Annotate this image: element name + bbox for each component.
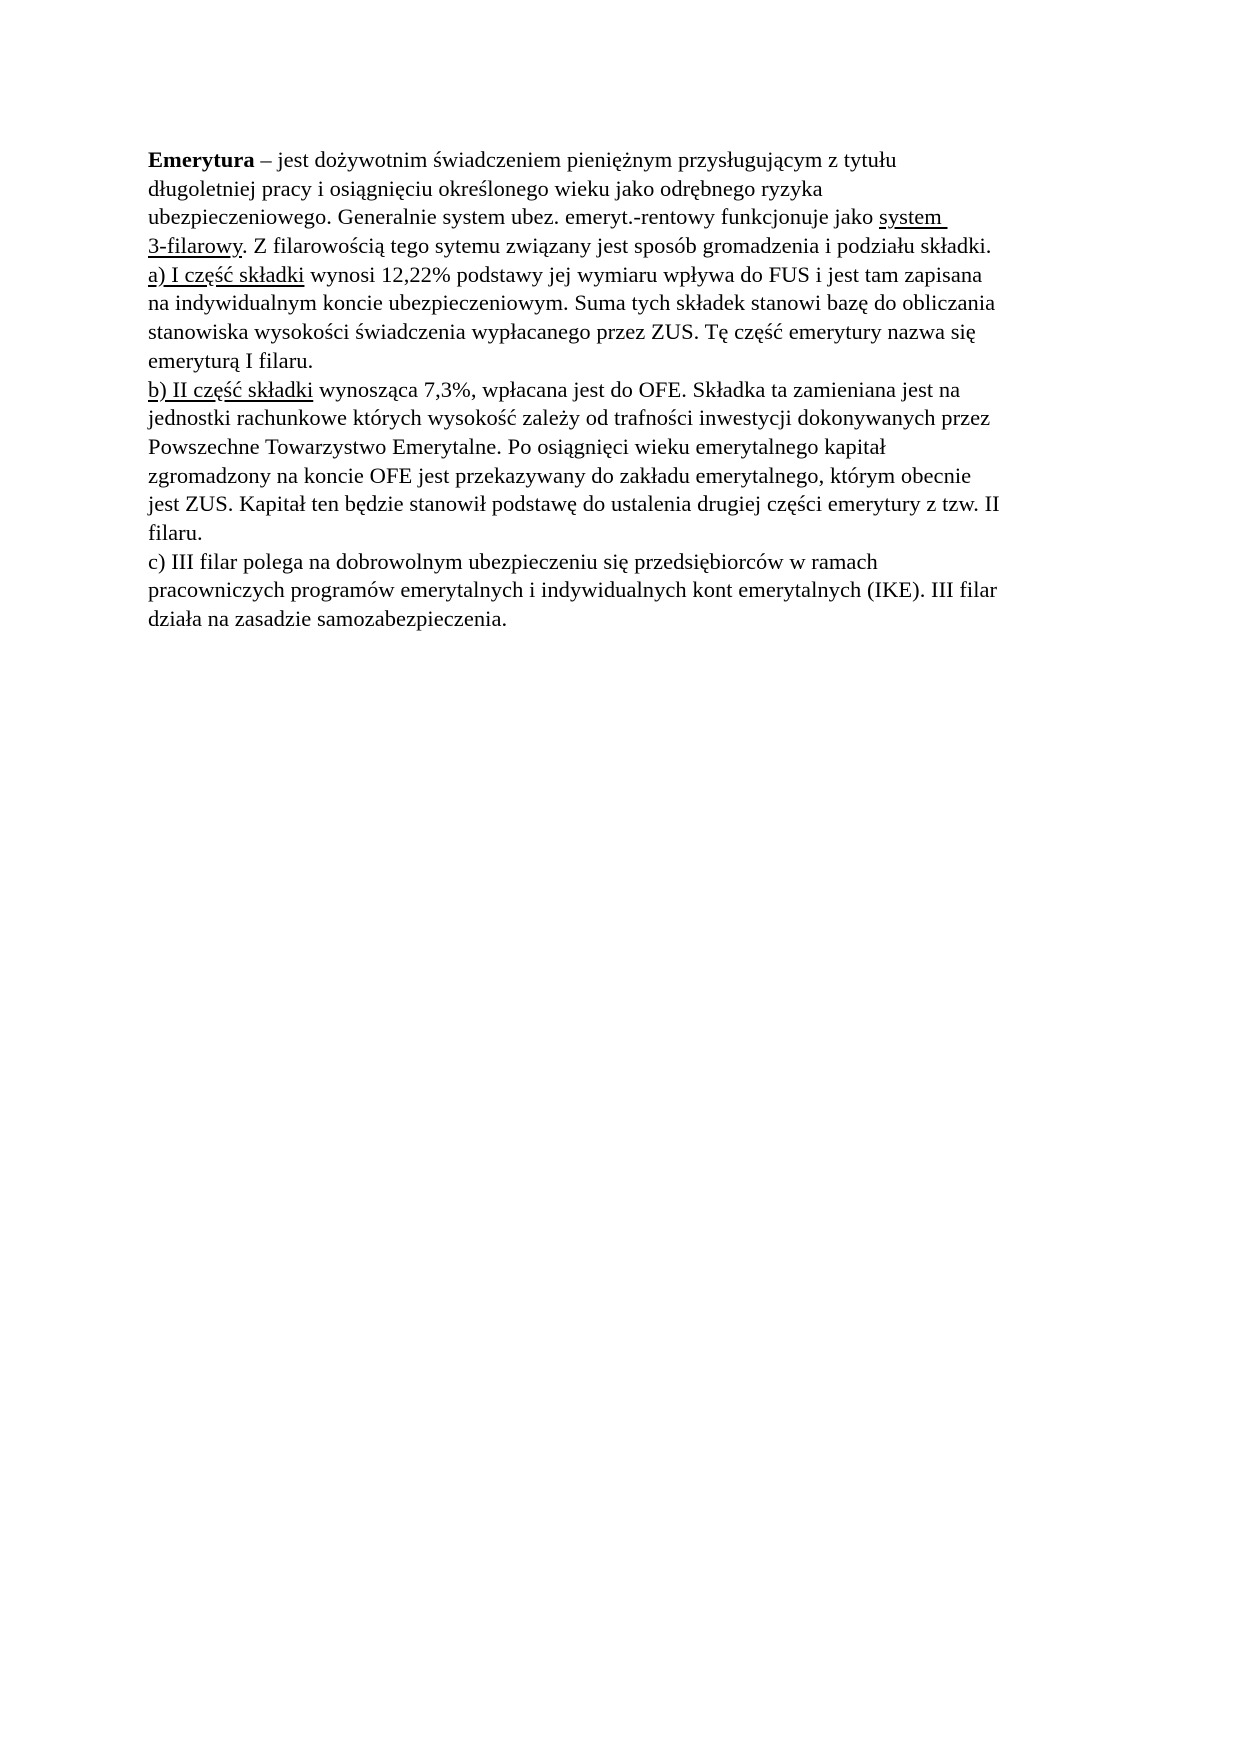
text-line [148, 548, 1098, 577]
text-line [148, 203, 1098, 232]
text-line [148, 175, 1098, 204]
text-segment: – jest dożywotnim świadczeniem pieniężnym przysługującym z tytułu [254, 147, 897, 172]
text-segment: filaru. [148, 519, 203, 545]
text-line [148, 289, 1098, 318]
text-line [148, 261, 1098, 290]
underlined-text: 3-filarowy [148, 233, 243, 259]
underlined-text: system [879, 204, 948, 230]
text-segment: c) III filar polega na dobrowolnym ubezpieczeniu się przedsiębiorców w ramach [148, 548, 878, 574]
text-segment: emeryturą I filaru. [148, 347, 314, 373]
text-segment: wynosząca 7,3%, wpłacana jest do OFE. Składka ta zamieniana jest na [313, 376, 961, 402]
text-segment: działa na zasadzie samozabezpieczenia. [148, 606, 508, 631]
text-segment: na indywidualnym koncie ubezpieczeniowym. Suma tych składek stanowi bazę do obliczania [148, 290, 996, 316]
underlined-text: b) II część składki [148, 376, 314, 402]
text-segment: Powszechne Towarzystwo Emerytalne. Po osiągnięci wieku emerytalnego kapitał [148, 433, 886, 459]
bold-term: Emerytura [148, 147, 255, 172]
text-segment: ubezpieczeniowego. Generalnie system ubez. emeryt.-rentowy funkcjonuje jako [148, 204, 880, 230]
text-line [148, 146, 1098, 175]
text-line [148, 376, 1098, 405]
text-line [148, 318, 1098, 347]
document-body [148, 146, 1098, 634]
text-segment: wynosi 12,22% podstawy jej wymiaru wpływa do FUS i jest tam zapisana [304, 261, 983, 287]
underlined-text: a) I część składki [148, 261, 305, 287]
text-line [148, 347, 1098, 376]
text-segment: jednostki rachunkowe których wysokość zależy od trafności inwestycji dokonywanych przez [148, 405, 991, 431]
text-segment: pracowniczych programów emerytalnych i indywidualnych kont emerytalnych (IKE). III filar [148, 577, 998, 603]
text-line [148, 462, 1098, 491]
text-line [148, 404, 1098, 433]
text-segment: . Z filarowością tego sytemu związany jest sposób gromadzenia i podziału składki. [242, 233, 992, 259]
text-segment: zgromadzony na koncie OFE jest przekazywany do zakładu emerytalnego, którym obecnie [148, 462, 972, 488]
text-segment: długoletniej pracy i osiągnięciu określonego wieku jako odrębnego ryzyka [148, 175, 823, 201]
text-line [148, 490, 1098, 519]
text-segment: stanowiska wysokości świadczenia wypłacanego przez ZUS. Tę część emerytury nazwa się [148, 319, 976, 345]
text-line [148, 576, 1098, 605]
text-line [148, 433, 1098, 462]
text-segment: jest ZUS. Kapitał ten będzie stanowił podstawę do ustalenia drugiej części emerytury z tzw. II [148, 491, 1000, 517]
text-line [148, 519, 1098, 548]
text-line [148, 232, 1098, 261]
text-line [148, 605, 1098, 634]
